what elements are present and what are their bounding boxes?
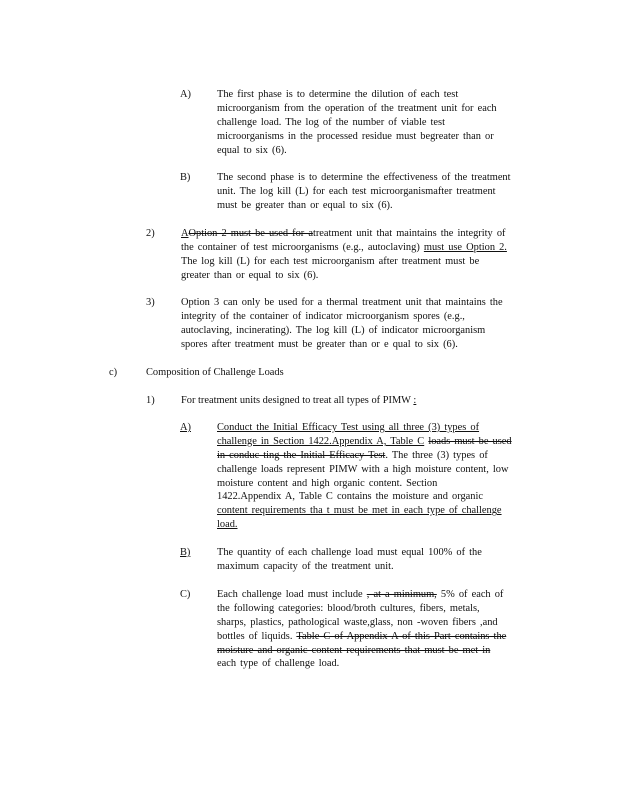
text-line: The quantity of each challenge load must equal 100% of the	[217, 547, 482, 558]
text-line: unit. The log kill (L) for each test microorganismafter treatment	[217, 185, 496, 197]
paragraph-treatment-units	[181, 394, 416, 408]
paragraph-option-3	[181, 296, 503, 352]
deleted-text: in conduc ting the Initial Efficacy Test	[217, 449, 386, 461]
text-line	[217, 630, 506, 644]
text-line	[181, 227, 507, 241]
item-marker: 2)	[146, 228, 155, 239]
paragraph-first-phase	[217, 88, 497, 157]
paragraph-second-phase	[217, 171, 511, 213]
deleted-text: Option 2 must be used for a	[188, 228, 313, 239]
text-line: must be greater than or equal to six (6).	[217, 199, 393, 211]
text-line	[217, 588, 506, 602]
text-run: the container of test microorganisms (e.g., autoclaving)	[181, 241, 420, 253]
text-line: The log kill (L) for each test microorganism after treatment must be	[181, 255, 480, 267]
text-run: bottles of liquids.	[217, 630, 293, 642]
item-marker: A)	[180, 89, 191, 100]
text-line: microorganisms in the processed residue must begreater than or	[217, 130, 494, 142]
item-marker: B)	[180, 172, 191, 183]
text-line: The second phase is to determine the effectiveness of the treatment	[217, 172, 511, 183]
text-line: equal to six (6).	[217, 144, 287, 156]
inserted-text: content requirements tha t must be met in each type of challenge	[217, 505, 502, 517]
text-line: Option 3 can only be used for a thermal treatment unit that maintains the	[181, 297, 503, 308]
text-line: microorganism from the operation of the treatment unit for each	[217, 102, 497, 114]
text-line: challenge load. The log of the number of viable test	[217, 116, 445, 128]
text-run: Each challenge load must include	[217, 589, 363, 600]
section-heading	[146, 366, 284, 380]
item-marker: 1)	[146, 395, 155, 406]
inserted-text: must use Option 2.	[423, 241, 507, 253]
text-line	[217, 435, 512, 449]
item-marker: A)	[180, 422, 191, 433]
text-line: spores after treatment must be greater than or e qual to six (6).	[181, 338, 458, 350]
text-line: the following categories: blood/broth cultures, fibers, metals,	[217, 602, 480, 614]
paragraph-challenge-load-contents	[217, 588, 506, 671]
section-marker: c)	[109, 367, 118, 378]
text-line: greater than or equal to six (6).	[181, 269, 319, 281]
deleted-text: Table C of Appendix A of this Part contains the	[296, 630, 507, 642]
text-line: integrity of the container of indicator microorganism spores (e.g.,	[181, 310, 465, 322]
text-line: moisture content and high organic content. Section	[217, 477, 438, 489]
inserted-text: load.	[217, 519, 238, 531]
paragraph-quantity	[217, 546, 482, 574]
section-title: Composition of Challenge Loads	[146, 367, 284, 378]
text-line: challenge loads represent PIMW with a high moisture content, low	[217, 463, 509, 475]
text-run: For treatment units designed to treat all types of PIMW	[181, 395, 411, 406]
text-line	[181, 241, 507, 255]
text-run: . The three (3) types of	[385, 449, 488, 461]
inserted-text: A	[181, 228, 189, 239]
text-line: autoclaving, incinerating). The log kill (L) of indicator microorganism	[181, 324, 486, 336]
inserted-text: challenge in Section 1422.Appendix A, Table C	[217, 435, 425, 447]
text-line: The first phase is to determine the dilution of each test	[217, 89, 459, 100]
text-line: maximum capacity of the treatment unit.	[217, 560, 394, 572]
item-marker: B)	[180, 547, 191, 558]
deleted-text: loads must be used	[428, 435, 512, 447]
text-line	[217, 449, 512, 463]
text-line: 1422.Appendix A, Table C contains the moisture and organic	[217, 491, 483, 503]
text-line: each type of challenge load.	[217, 658, 340, 670]
text-run: 5% of each of	[440, 589, 504, 600]
deleted-text: moisture and organic content requirements that must be met in	[217, 644, 491, 656]
text-run: treatment unit that maintains the integrity of	[312, 228, 506, 239]
inserted-text: Conduct the Initial Efficacy Test using all three (3) types of	[217, 422, 480, 433]
item-marker: 3)	[146, 297, 155, 308]
text-line: sharps, plastics, pathological waste,glass, non -woven fibers ,and	[217, 616, 498, 628]
paragraph-initial-efficacy-test	[217, 421, 512, 532]
item-marker: C)	[180, 589, 191, 600]
deleted-text: , at a minimum,	[366, 589, 437, 600]
paragraph-option-2	[181, 227, 507, 283]
inserted-text: :	[413, 395, 417, 406]
